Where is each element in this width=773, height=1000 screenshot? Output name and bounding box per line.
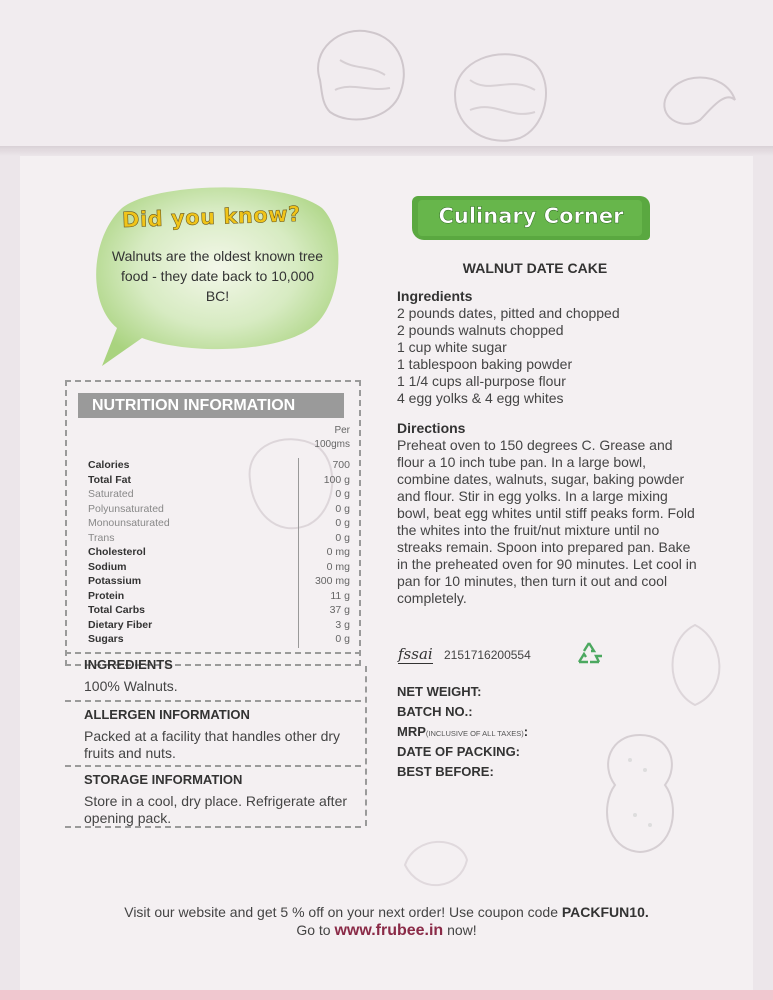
- website-link[interactable]: www.frubee.in: [334, 922, 444, 939]
- recipe-ingredient-item: 1 1/4 cups all-purpose flour: [397, 373, 566, 389]
- nutrition-label: Cholesterol: [88, 546, 146, 558]
- almond-illustration-icon: [655, 620, 735, 710]
- culinary-corner-title: Culinary Corner: [438, 204, 624, 228]
- walnut-illustration-icon: [300, 20, 420, 130]
- promo-text: Visit our website and get 5 % off on your next order! Use coupon code: [124, 904, 562, 920]
- net-weight-label: NET WEIGHT:: [397, 684, 482, 699]
- section-divider: [65, 826, 361, 828]
- nutrition-value: 0 g: [335, 531, 350, 544]
- best-before-label: BEST BEFORE:: [397, 764, 494, 779]
- date-of-packing-label: DATE OF PACKING:: [397, 744, 521, 759]
- nutrition-label: Calories: [88, 459, 130, 471]
- nutrition-label: Monounsaturated: [88, 517, 170, 529]
- nutrition-value: 3 g: [335, 618, 350, 631]
- nutrition-label: Sodium: [88, 560, 127, 573]
- mrp-colon: :: [523, 724, 529, 739]
- nutrition-label: Polyunsaturated: [88, 502, 164, 515]
- ingredients-text: 100% Walnuts.: [84, 678, 178, 694]
- nutrition-row: [88, 632, 350, 646]
- nutrition-row: [88, 574, 350, 588]
- nutrition-label: Sugars: [88, 633, 124, 645]
- section-divider: [65, 652, 361, 654]
- fssai-license-number: 2151716200554: [444, 648, 531, 662]
- website-prefix: Go to: [296, 922, 335, 938]
- promo-line: [0, 904, 773, 920]
- nutrition-value: 0 g: [335, 517, 350, 529]
- nutrition-label: Total Carbs: [88, 604, 145, 616]
- nutrition-row: [88, 487, 350, 501]
- mrp-tax-note: (INCLUSIVE OF ALL TAXES): [425, 729, 524, 738]
- recipe-directions-heading: Directions: [397, 420, 466, 436]
- nutrition-value: 0 g: [335, 502, 350, 515]
- recipe-title: WALNUT DATE CAKE: [462, 260, 608, 276]
- nutrition-value: 100 g: [323, 473, 350, 486]
- nutrition-value: 0 mg: [326, 546, 350, 558]
- nutrition-value: 700: [332, 459, 350, 471]
- fssai-logo: fssai: [398, 645, 433, 663]
- recipe-ingredients-list: [397, 305, 697, 407]
- recycle-icon: [574, 640, 604, 668]
- nutrition-label: Potassium: [88, 575, 142, 587]
- nutrition-row: [88, 502, 350, 516]
- batch-number-label: BATCH NO.:: [397, 704, 473, 719]
- nutrition-row: [88, 560, 350, 574]
- allergen-title: ALLERGEN INFORMATION: [84, 707, 250, 722]
- peanut-illustration-icon: [585, 730, 695, 860]
- nutrition-value: 37 g: [329, 604, 350, 616]
- nutrition-row: [88, 458, 350, 472]
- storage-title: STORAGE INFORMATION: [84, 772, 243, 787]
- recipe-ingredients-heading: Ingredients: [397, 288, 473, 304]
- nutrition-label: Dietary Fiber: [88, 618, 153, 631]
- nutrition-row: [88, 473, 350, 487]
- recipe-ingredient-item: 1 cup white sugar: [397, 339, 507, 355]
- section-divider: [65, 700, 361, 702]
- section-border: [365, 666, 367, 826]
- nutrition-value: 300 mg: [314, 575, 350, 587]
- nutrition-label: Total Fat: [88, 473, 131, 486]
- allergen-text: Packed at a facility that handles other dry fruits and nuts.: [84, 728, 341, 761]
- nutrition-row: [88, 531, 350, 545]
- nutrition-value: 0 g: [335, 633, 350, 645]
- storage-text: Store in a cool, dry place. Refrigerate after opening pack.: [84, 793, 348, 826]
- recipe-ingredient-item: 4 egg yolks & 4 egg whites: [397, 390, 564, 406]
- flap-shadow: [0, 146, 773, 156]
- nutrition-value: 0 g: [335, 488, 350, 500]
- website-line: [0, 922, 773, 940]
- nutrition-label: Trans: [88, 531, 115, 544]
- website-suffix: now!: [443, 922, 477, 938]
- recipe-ingredient-item: 1 tablespoon baking powder: [397, 356, 573, 372]
- nutrition-value: 0 mg: [326, 560, 350, 573]
- recipe-ingredient-item: 2 pounds walnuts chopped: [397, 322, 564, 338]
- section-divider: [65, 765, 361, 767]
- nutrition-row: [88, 545, 350, 559]
- nutrition-value: 11 g: [330, 589, 350, 602]
- ingredients-title: INGREDIENTS: [84, 657, 173, 672]
- nutrition-label: Protein: [88, 589, 125, 602]
- did-you-know-text: Walnuts are the oldest known tree food - they date back to 10,000 BC!: [111, 248, 324, 304]
- nutrition-header: NUTRITION INFORMATION: [78, 393, 344, 418]
- nutrition-row: [88, 618, 350, 632]
- cashew-illustration-icon: [655, 60, 745, 140]
- did-you-know-title: Did you know?: [121, 201, 302, 233]
- nutrition-label: Saturated: [88, 488, 134, 500]
- mrp-label: [397, 724, 528, 739]
- mrp-text: MRP: [397, 724, 426, 739]
- bottom-color-band: [0, 990, 773, 1000]
- nutrition-per-label: Per 100gms: [314, 425, 350, 450]
- recipe-ingredient-item: 2 pounds dates, pitted and chopped: [397, 305, 620, 321]
- nutrition-row: [88, 589, 350, 603]
- nutrition-row: [88, 516, 350, 530]
- walnut-illustration-icon: [440, 40, 560, 150]
- nutrition-row: [88, 603, 350, 617]
- coupon-code: PACKFUN10.: [561, 904, 649, 920]
- recipe-directions-text: Preheat oven to 150 degrees C. Grease and flour a 10 inch tube pan. In a large bowl, combine dates, walnuts, sugar, baking powder and flour. Stir in egg yolks. In a large mixing bowl, beat egg whites until stiff peaks form. Fold the whites into the fruit/nut mixture until no streaks remain. Spoon into prepared pan. Bake in the preheated oven for 90 minutes. Let cool in pan for 10 minutes, then turn it out and cool completely.: [397, 437, 697, 606]
- almond-illustration-icon: [395, 830, 475, 900]
